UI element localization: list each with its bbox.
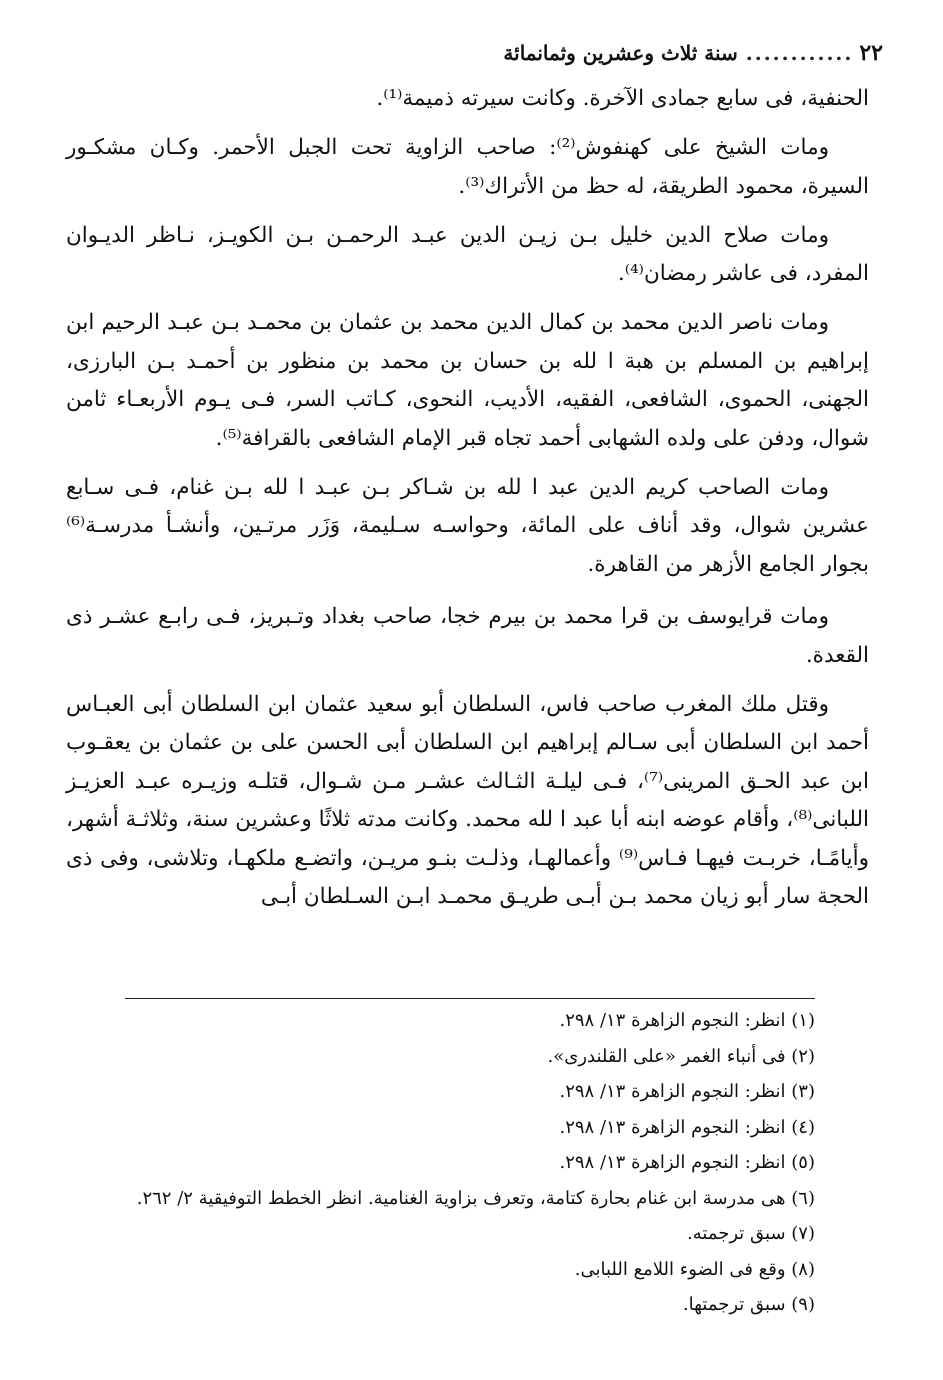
paragraph-5: ومات الصاحب كريم الدين عبد ا لله بن شـاكر بـن عبـد ا لله بـن غنام، فـى سـابع عشرين شوال، وقد أناف على المائة، وحواسـه سـليمة، وَزَر مرتـين، وأنشـأ مدرسـة⁽⁶⁾ بجوار الجامع الأزهر من القاهرة. xyxy=(66,474,869,577)
main-text xyxy=(66,80,869,927)
footnote-separator xyxy=(125,998,815,999)
footnote-9: (٩) سبق ترجمتها. xyxy=(682,1294,815,1315)
paragraph-7: وقتل ملك المغرب صاحب فاس، السلطان أبو سعيد عثمان ابن السلطان أبى العبـاس أحمد ابن السلطان أبى سـالم إبراهيم ابن السلطان أبى الحسن على بن عثمان بن يعقـوب ابن عبد الحـق المرينى⁽⁷⁾، فـى ليلـة الثـالث عشـر مـن شـوال، قتلـه وزيـره عبـد العزيـز اللبانى⁽⁸⁾، وأقام عوضه ابنه أبا عبد ا لله محمد. وكانت مدته ثلاثًا وعشرين سنة، وثلاثـة أشهر، وأيامًـا، خربـت فيهـا فـاس⁽⁹⁾ وأعمالهـا، وذلـت بنـو مريـن، واتضـع ملكهـا، وتلاشى، وفى ذى الحجة سار أبو زيان محمد بـن أبـى طريـق محمـد ابـن السـلطان أبـى xyxy=(66,691,869,909)
footnote-6: (٦) هى مدرسة ابن غنام بحارة كتامة، وتعرف بزاوية الغنامية. انظر الخطط التوفيقية ٢/ ٢٦٢. xyxy=(136,1187,815,1209)
page-number: ٢٢ xyxy=(859,40,883,66)
page-header xyxy=(60,28,883,78)
paragraph-1: الحنفية، فى سابع جمادى الآخرة. وكانت سيرته ذميمة⁽¹⁾. xyxy=(376,86,869,111)
paragraph-6: ومات قرايوسف بن قرا محمد بن بيرم خجا، صاحب بغداد وتـبريز، فـى رابـع عشـر ذى القعدة. xyxy=(66,604,869,668)
footnote-5: (٥) انظر: النجوم الزاهرة ١٣/ ٢٩٨. xyxy=(559,1152,815,1173)
running-title: سنة ثلاث وعشرين وثمانمائة xyxy=(503,41,738,65)
footnote-3: (٣) انظر: النجوم الزاهرة ١٣/ ٢٩٨. xyxy=(559,1081,815,1102)
paragraph-4: ومات ناصر الدين محمد بن كمال الدين محمد بن عثمان بن محمـد بـن عبـد الرحيم ابن إبراهيم بن المسلم بن هبة ا لله بن حسان بن محمد بن منظور بن أحمـد بـن البارزى، الجهنى، الحموى، الشافعى، الفقيه، الأديب، النحوى، كـاتب السر، فـى يـوم الأربعـاء ثامن شوال، ودفن على ولده الشهابى أحمد تجاه قبر الإمام الشافعى بالقرافة⁽⁵⁾. xyxy=(66,310,869,451)
footnote-2: (٢) فى أنباء الغمر «على القلندرى». xyxy=(547,1045,815,1067)
paragraph-2: ومات الشيخ على كهنفوش⁽²⁾: صاحب الزاوية تحت الجبل الأحمر. وكـان مشكـور السيرة، محمود الطريقة، له حظ من الأتراك⁽³⁾. xyxy=(66,135,869,199)
paragraph-3: ومات صلاح الدين خليل بـن زيـن الدين عبـد الرحمـن بـن الكويـز، نـاظر الديـوان المفرد، فى عاشر رمضان⁽⁴⁾. xyxy=(66,222,869,286)
footnotes xyxy=(110,1003,815,1323)
footnote-1: (١) انظر: النجوم الزاهرة ١٣/ ٢٩٨. xyxy=(559,1010,815,1031)
footnote-4: (٤) انظر: النجوم الزاهرة ١٣/ ٢٩٨. xyxy=(559,1116,815,1138)
footnote-7: (٧) سبق ترجمته. xyxy=(687,1223,815,1244)
header-leader-dots: ............ xyxy=(745,41,854,65)
footnote-8: (٨) وقع فى الضوء اللامع اللبابى. xyxy=(574,1258,815,1280)
